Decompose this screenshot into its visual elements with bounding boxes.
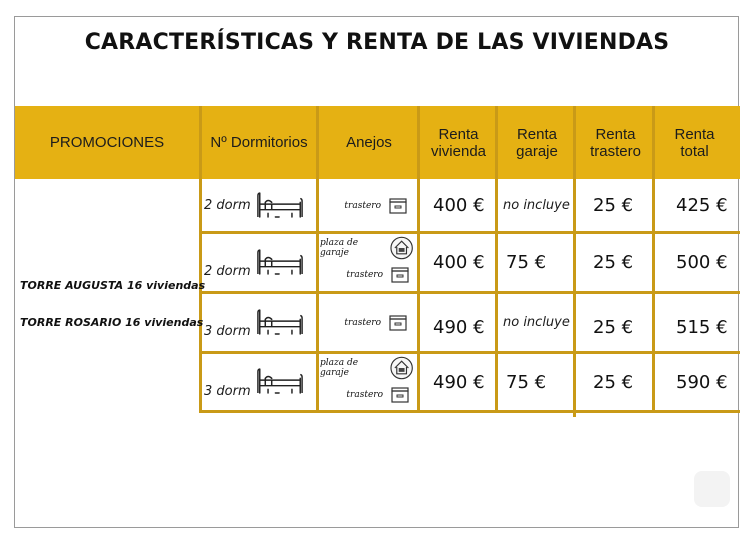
trastero-label: trastero <box>344 200 381 211</box>
renta-vivienda-value: 400 € <box>433 195 485 216</box>
bed-icon <box>257 191 303 221</box>
dormitorios-value: 2 dorm <box>204 198 251 213</box>
trastero-label: trastero <box>346 390 383 400</box>
table-row <box>204 180 314 231</box>
renta-total-value: 590 € <box>676 371 728 393</box>
page-title: CARACTERÍSTICAS Y RENTA DE LAS VIVIENDAS <box>84 30 670 55</box>
bed-icon <box>257 308 303 338</box>
anejos-cell <box>320 356 415 409</box>
renta-trastero-value: 25 € <box>593 252 634 273</box>
dormitorios-value: 3 dorm <box>204 324 251 339</box>
header-anejos: Anejos <box>346 134 392 151</box>
renta-garaje-value: no incluye <box>503 198 570 213</box>
anejos-cell <box>320 236 415 289</box>
anejos-cell <box>320 294 415 351</box>
renta-trastero-value: 25 € <box>593 317 634 338</box>
header-renta-garaje: Renta garaje <box>516 125 558 160</box>
header-renta-vivienda: Renta vivienda <box>430 125 487 160</box>
dormitorios-value: 2 dorm <box>204 264 251 279</box>
table-row <box>204 234 314 291</box>
header-promociones: PROMOCIONES <box>49 134 165 151</box>
header-renta-total: Renta total <box>674 125 715 160</box>
grid-line <box>316 106 319 413</box>
trastero-label: trastero <box>344 317 381 328</box>
grid-line <box>573 106 576 417</box>
renta-vivienda-value: 490 € <box>433 317 485 338</box>
renta-garaje-value: 75 € <box>506 371 547 393</box>
garage-icon <box>390 236 413 260</box>
storage-box-icon <box>391 267 409 283</box>
renta-total-value: 515 € <box>676 317 728 338</box>
renta-total-value: 425 € <box>676 195 728 216</box>
renta-garaje-value: 75 € <box>506 252 547 273</box>
trastero-label: trastero <box>346 270 383 280</box>
promocion-torre-augusta: TORRE AUGUSTA 16 viviendas <box>20 279 206 292</box>
renta-garaje-value: no incluye <box>503 315 570 330</box>
storage-box-icon <box>391 387 409 403</box>
table-header <box>15 106 740 179</box>
storage-box-icon <box>389 315 407 331</box>
dormitorios-value: 3 dorm <box>204 383 251 399</box>
promocion-torre-rosario: TORRE ROSARIO 16 viviendas <box>20 316 204 329</box>
header-dormitorios: Nº Dormitorios <box>210 134 308 151</box>
table-row <box>204 354 314 410</box>
grid-line <box>417 106 420 413</box>
grid-line <box>199 410 740 413</box>
renta-trastero-value: 25 € <box>593 195 634 216</box>
garaje-label: plaza de garaje <box>320 358 359 378</box>
grid-line <box>495 106 498 413</box>
renta-vivienda-value: 400 € <box>433 252 485 273</box>
garaje-label: plaza de garaje <box>320 238 359 258</box>
renta-total-value: 500 € <box>676 252 728 273</box>
header-renta-trastero: Renta trastero <box>590 125 641 160</box>
garage-icon <box>390 356 413 380</box>
anejos-cell <box>320 180 415 231</box>
renta-vivienda-value: 490 € <box>433 371 485 393</box>
bed-icon <box>257 367 303 397</box>
table-row <box>204 294 314 351</box>
renta-trastero-value: 25 € <box>593 371 634 393</box>
watermark <box>694 471 730 507</box>
bed-icon <box>257 248 303 278</box>
grid-line <box>652 106 655 413</box>
grid-line <box>199 106 202 413</box>
storage-box-icon <box>389 198 407 214</box>
